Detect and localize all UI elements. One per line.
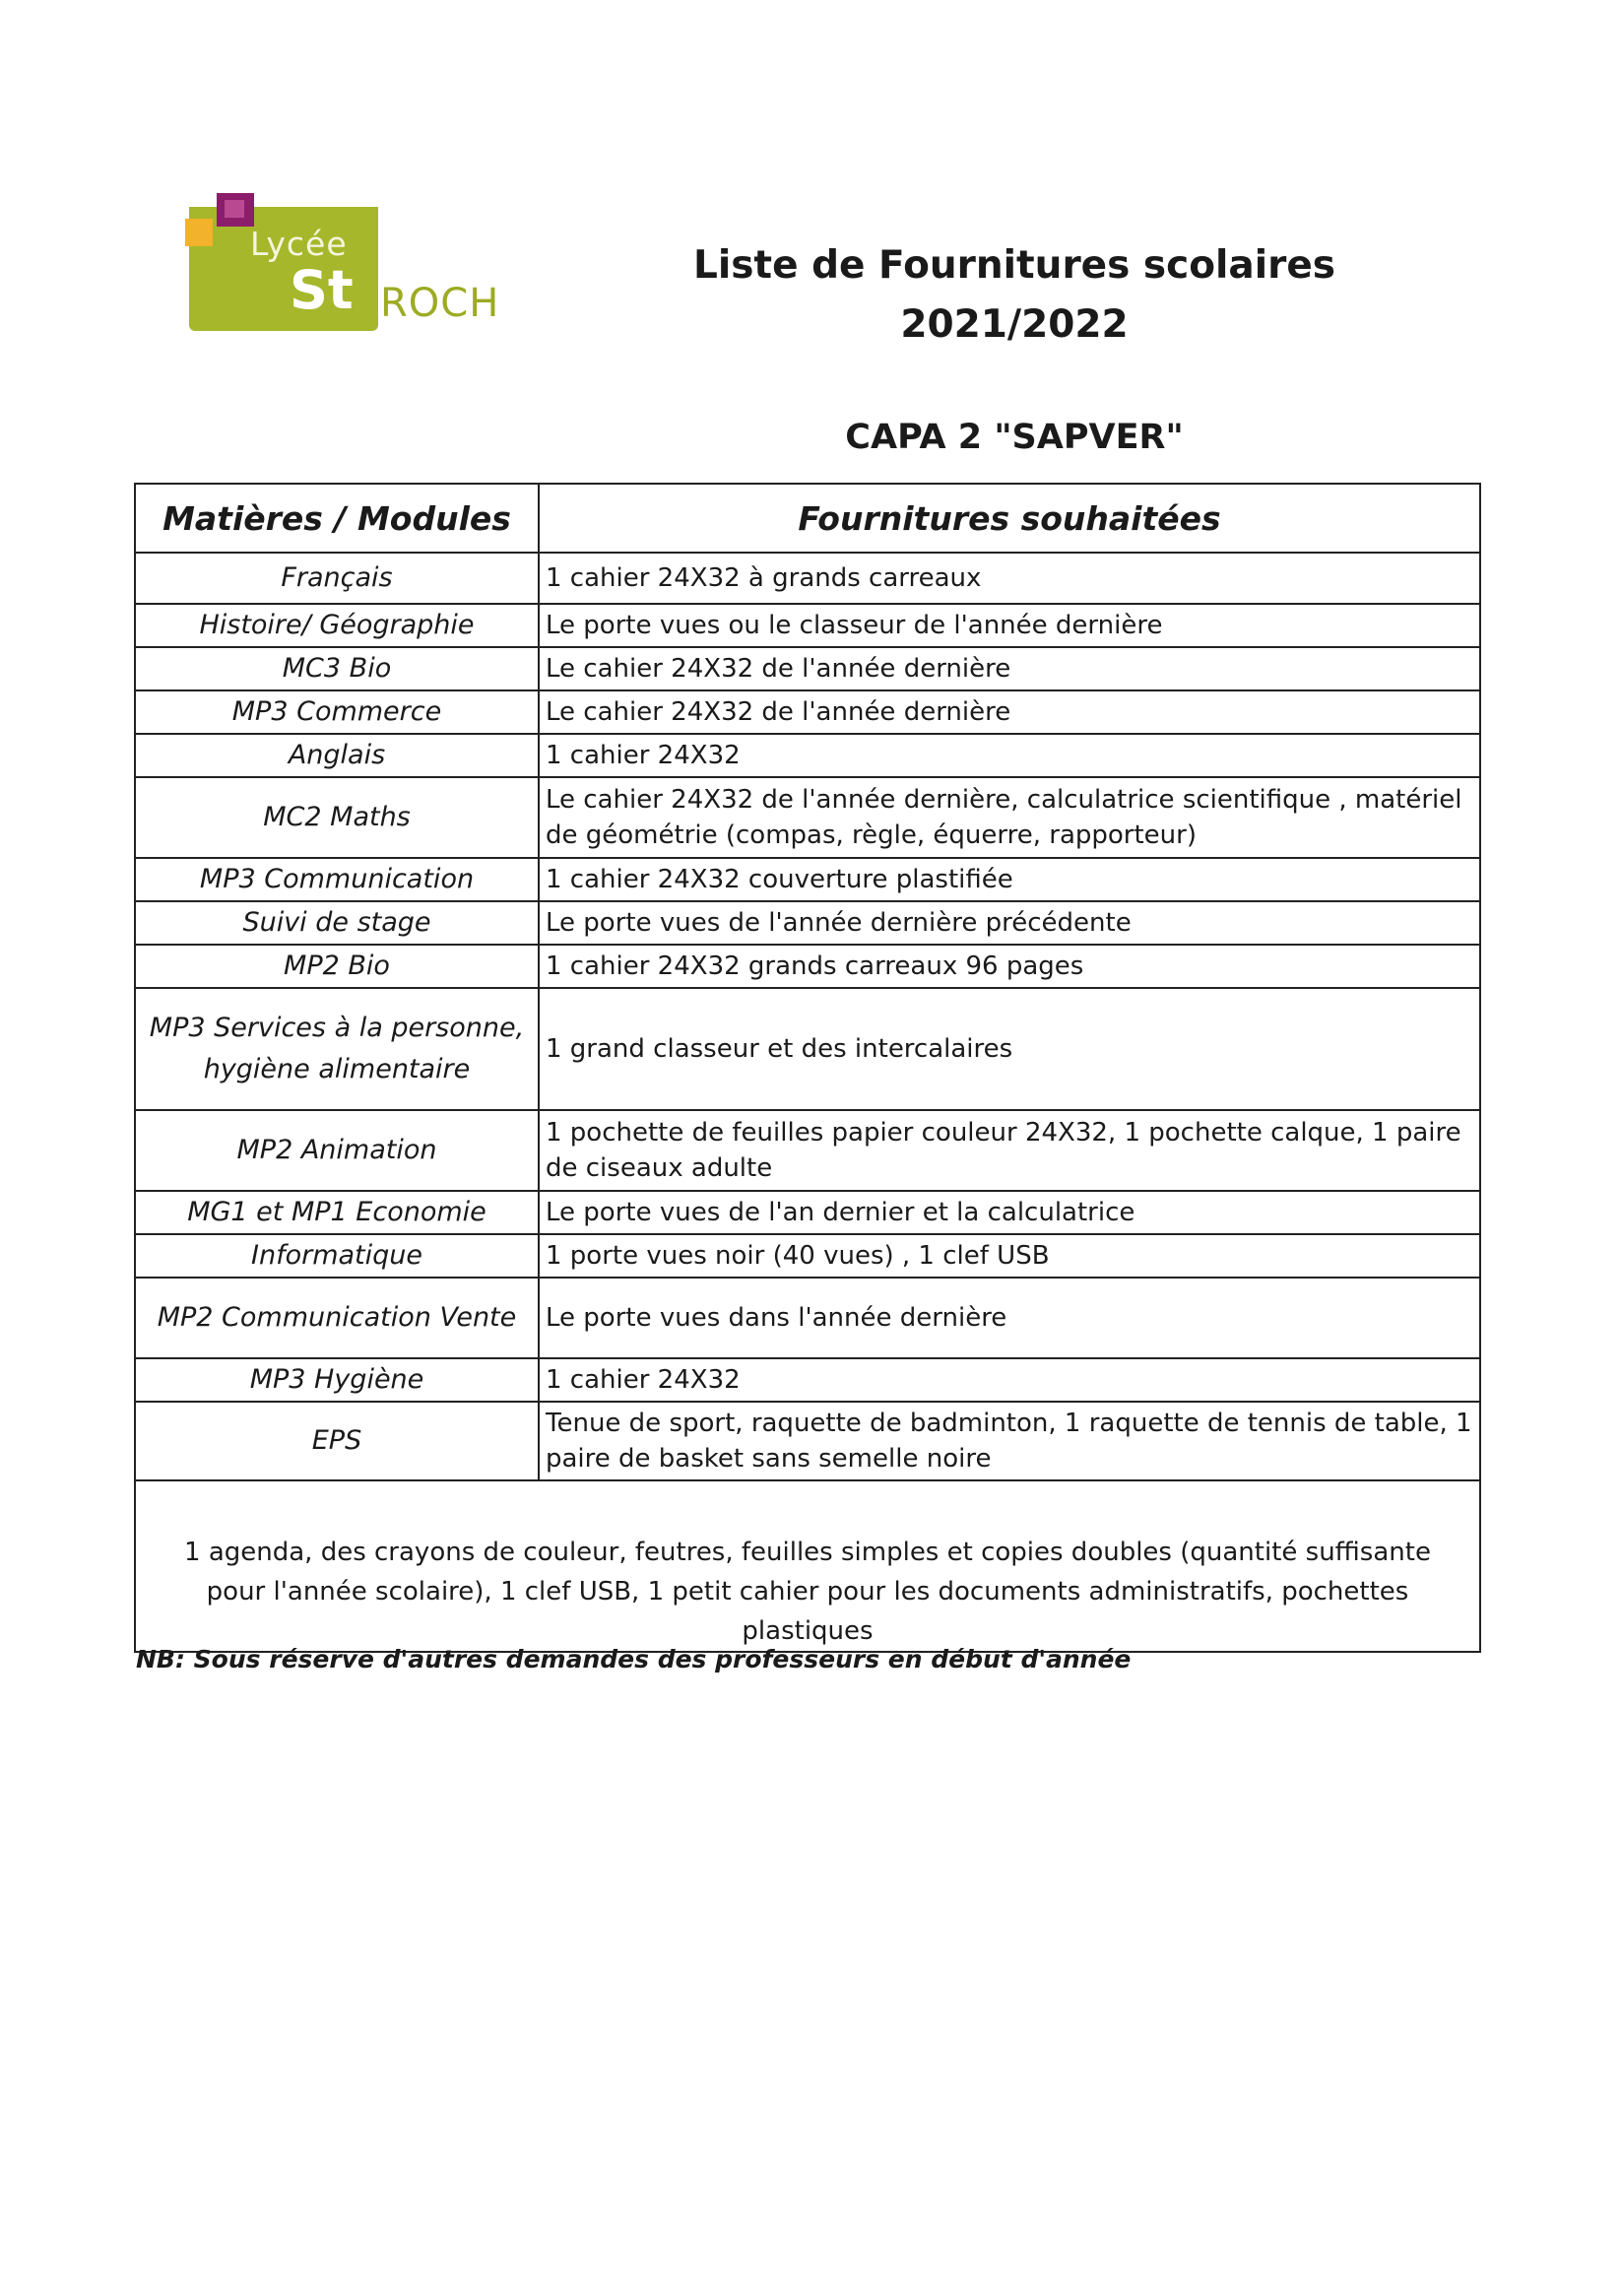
supplies-cell: 1 pochette de feuilles papier couleur 24X32, 1 pochette calque, 1 paire de ciseaux adulte: [539, 1110, 1480, 1191]
supplies-table: [134, 483, 1481, 1653]
logo-pink-square: [225, 200, 244, 218]
column-header-subject: Matières / Modules: [135, 484, 539, 553]
subject-cell: Histoire/ Géographie: [135, 604, 539, 647]
school-logo: [185, 193, 525, 341]
supplies-cell: Le cahier 24X32 de l'année dernière, calculatrice scientifique , matériel de géométrie (compas, règle, équerre, rapporteur): [539, 777, 1480, 858]
supplies-cell: Le porte vues ou le classeur de l'année dernière: [539, 604, 1480, 647]
subject-cell: Français: [135, 553, 539, 604]
footnote: NB: Sous réserve d'autres demandes des professeurs en début d'année: [136, 1645, 1132, 1673]
subject-cell: MP3 Commerce: [135, 690, 539, 734]
subject-cell: Anglais: [135, 734, 539, 777]
supplies-cell: Le cahier 24X32 de l'année dernière: [539, 690, 1480, 734]
table-footer-row: [135, 1480, 1480, 1652]
subject-cell: MP3 Communication: [135, 858, 539, 901]
supplies-cell: 1 cahier 24X32 couverture plastifiée: [539, 858, 1480, 901]
subject-cell: EPS: [135, 1402, 539, 1480]
document-title: [650, 236, 1379, 355]
supplies-cell: Le cahier 24X32 de l'année dernière: [539, 647, 1480, 690]
subject-cell: MP2 Bio: [135, 945, 539, 988]
column-header-supplies: Fournitures souhaitées: [539, 484, 1480, 553]
subject-cell: Suivi de stage: [135, 901, 539, 945]
table-row: [135, 604, 1480, 647]
table-row: [135, 690, 1480, 734]
subject-cell: MG1 et MP1 Economie: [135, 1191, 539, 1234]
subject-cell: MP3 Hygiène: [135, 1358, 539, 1402]
table-row: [135, 1191, 1480, 1234]
subject-cell: MC2 Maths: [135, 777, 539, 858]
supplies-cell: 1 grand classeur et des intercalaires: [539, 988, 1480, 1110]
title-line-1: Liste de Fournitures scolaires: [693, 243, 1335, 288]
table-row: [135, 901, 1480, 945]
table-row: [135, 1278, 1480, 1358]
subject-cell: MP3 Services à la personne, hygiène alimentaire: [135, 988, 539, 1110]
subject-cell: MP2 Animation: [135, 1110, 539, 1191]
table-row: [135, 553, 1480, 604]
subject-cell: MC3 Bio: [135, 647, 539, 690]
logo-text-lycee: Lycée: [250, 225, 348, 263]
supplies-cell: 1 cahier 24X32: [539, 1358, 1480, 1402]
table-row: [135, 777, 1480, 858]
table-row: [135, 945, 1480, 988]
subject-cell: MP2 Communication Vente: [135, 1278, 539, 1358]
supplies-cell: Le porte vues dans l'année dernière: [539, 1278, 1480, 1358]
table-row: [135, 1234, 1480, 1278]
table-row: [135, 734, 1480, 777]
table-header-row: [135, 484, 1480, 553]
subject-cell: Informatique: [135, 1234, 539, 1278]
supplies-cell: 1 cahier 24X32: [539, 734, 1480, 777]
logo-text-st: St: [290, 259, 354, 321]
table-row: [135, 988, 1480, 1110]
supplies-cell: 1 cahier 24X32 à grands carreaux: [539, 553, 1480, 604]
supplies-cell: Le porte vues de l'année dernière précédente: [539, 901, 1480, 945]
table-row: [135, 858, 1480, 901]
table-row: [135, 1402, 1480, 1480]
table-row: [135, 1110, 1480, 1191]
logo-text-roch: ROCH: [380, 281, 500, 326]
logo-purple-square: [217, 193, 254, 227]
logo-orange-square: [185, 219, 213, 246]
supplies-cell: Le porte vues de l'an dernier et la calculatrice: [539, 1191, 1480, 1234]
table-row: [135, 647, 1480, 690]
class-name: CAPA 2 "SAPVER": [845, 418, 1184, 457]
table-row: [135, 1358, 1480, 1402]
title-line-2: 2021/2022: [900, 302, 1129, 347]
general-supplies-cell: 1 agenda, des crayons de couleur, feutres, feuilles simples et copies doubles (quantité suffisante pour l'année scolaire), 1 clef USB, 1 petit cahier pour les documents administratifs, pochettes plastiques: [135, 1480, 1480, 1652]
supplies-cell: 1 cahier 24X32 grands carreaux 96 pages: [539, 945, 1480, 988]
supplies-cell: Tenue de sport, raquette de badminton, 1 raquette de tennis de table, 1 paire de basket sans semelle noire: [539, 1402, 1480, 1480]
supplies-cell: 1 porte vues noir (40 vues) , 1 clef USB: [539, 1234, 1480, 1278]
